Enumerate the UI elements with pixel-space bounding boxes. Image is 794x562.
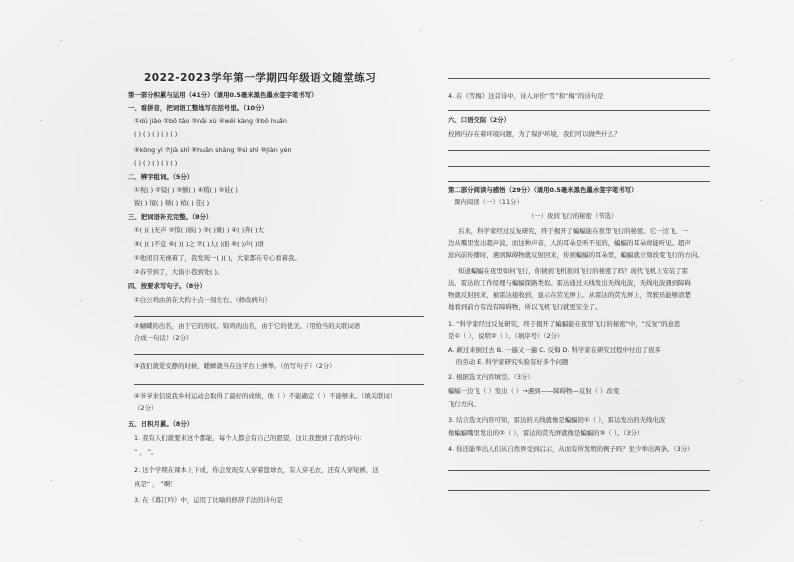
passage-line: 后来，科学家经过反复研究，终于揭开了蝙蝠能在夜里飞行的秘密。它一边飞，一 bbox=[458, 227, 689, 235]
q6-text: 校园内存在着环境问题，为了保护环境，我们可以做些什么？ bbox=[448, 130, 621, 138]
answer-line bbox=[448, 110, 710, 111]
answer-line bbox=[448, 166, 710, 167]
answer-line bbox=[134, 316, 424, 317]
part2-header: 第二部分阅读与感悟（29分）（请用0.5毫米黑色墨水签字笔书写） bbox=[448, 186, 638, 194]
answer-line bbox=[448, 490, 710, 491]
zuci-row-1: ①祝( ) ②镜( ) ③额( ) ④稍( ) ⑤娃( ) bbox=[134, 186, 238, 194]
answer-line bbox=[448, 181, 710, 182]
buchong-row-1: ①( )( )无声 ②惊( )骇( ) ③( )重( ) ④( )奔( )大 bbox=[134, 226, 264, 234]
left-column bbox=[128, 0, 424, 562]
pinyin-row-1: ①dú jiǎo ②bō tāo ③nǎi xù ④wěi kàng ⑤bō huǎn bbox=[134, 117, 287, 125]
passage-line: 知道蝙蝠在夜里如何飞行，你猜到飞机夜间飞行的秘密了吗？现代飞机上安装了雷 bbox=[458, 267, 689, 275]
answer-parens-row-1: ( ) ( ) ( ) ( ) ( ) bbox=[134, 130, 178, 138]
reading-q2-cont: 飞行方向。 bbox=[448, 400, 480, 408]
answer-line bbox=[448, 470, 710, 471]
reading-q3-cont: 像蝙蝠嘴里发出的②（ ），雷达的荧光屏就像是蝙蝠的③（ ）。（3分） bbox=[448, 429, 644, 437]
sentence-task-4: ④爷爷来信说我乡村运动会取得了最好的成绩，他（ ）不能确定（ ）不能够来。（填关联词） bbox=[134, 392, 397, 400]
passage-line: 物就反射回来，被雷达接收到，显示在荧光屏上。从雷达的荧光屏上，驾驶员能够清楚 bbox=[448, 291, 691, 299]
q3-header: 三、把词语补充完整。（8分） bbox=[128, 213, 213, 221]
q1-header: 一、看拼音，把词语工整地写在括号里。（10分） bbox=[128, 104, 268, 112]
recall-2-blanks: 真是“ ， ”啊！ bbox=[134, 480, 177, 488]
passage-line: 波向前传播时，遇到障碍物就反射回来，传到蝙蝠的耳朵里，蝙蝠就立刻改变飞行的方向。 bbox=[448, 251, 704, 259]
reading-q1: 1. “科学家经过反复研究，终于揭开了蝙蝠能在夜里飞行的秘密”中，“反复”的意思 bbox=[448, 320, 681, 328]
recall-3: 3. 在《暮江吟》中，运用了比喻的修辞手法的诗句是 bbox=[134, 496, 283, 504]
passage-line: 地看到前方有没有障碍物，所以飞机飞行就更安全了。 bbox=[448, 303, 602, 311]
passage-line: 达，雷达的工作原理与蝙蝠探路类似。雷达通过天线发出无线电波，无线电波遇到障碍 bbox=[448, 279, 691, 287]
q6-header: 六、口语交际（2分） bbox=[448, 116, 510, 124]
answer-line bbox=[134, 384, 424, 385]
sentence-task-4-cont: （2分） bbox=[134, 404, 158, 412]
reading-q1-options: A. 颠过来倒过去 B. 一遍又一遍 C. 反悔 D. 科学家在研究过程中付出了很多 bbox=[448, 346, 661, 354]
fill-sentence-1: ①他闭目无视着了，我发现一( )( )，大家都在专心看着我。 bbox=[134, 254, 301, 262]
passage-line: 边从嘴里发出超声波。而这种声音，人的耳朵是听不见的，蝙蝠的耳朵却能听见。超声 bbox=[448, 239, 691, 247]
part1-header: 第一部分积累与运用（41分）（请用0.5毫米黑色墨水签字笔书写） bbox=[128, 91, 318, 99]
passage-title: （一）夜间飞行的秘密（节选） bbox=[528, 212, 618, 220]
reading-q2-flow: 蝙蝠一边飞（ ）发出（ ）→遇到——障碍物—反射（ ）改变 bbox=[448, 387, 620, 395]
reading-q4: 4. 你还能举出人们从自然界受到启示，从而有所发明的例子吗？至少举出两条。（3分） bbox=[448, 445, 694, 453]
q4-header: 四、按要求写句子。（8分） bbox=[128, 282, 206, 290]
reading-q2: 2. 根据选文内容填空。（3分） bbox=[448, 373, 534, 381]
sentence-task-2-cont: 合成一句话）（2分） bbox=[134, 334, 193, 342]
fill-sentence-2: ②春节到了，大街小巷到处( )。 bbox=[134, 268, 224, 276]
zuci-row-2: 锐( ) 境( ) 颊( ) 梢( ) 佳( ) bbox=[134, 199, 210, 207]
recall-1: 1. 我有人们就要来这个都能，每个人都会有自己的愿望，这让我想到了我的诗句： bbox=[134, 434, 366, 442]
q5-header: 五、日积月累。（8分） bbox=[128, 420, 194, 428]
reading-q3: 3. 结合选文内容可知，雷达的天线就像是蝙蝠的①（ ），雷达发出的无线电波 bbox=[448, 416, 666, 424]
buchong-row-2: ⑤( )( )不息 ⑥( )( )之 ⑦( )人( )面 ⑧( )声( )语 bbox=[134, 240, 264, 248]
answer-parens-row-2: ( ) ( ) ( ) ( ) ( ) bbox=[134, 159, 178, 167]
right-column bbox=[448, 0, 716, 562]
recall-1-blanks: “ ， ”。 bbox=[134, 448, 158, 456]
answer-line bbox=[134, 354, 424, 355]
sentence-task-1: ①白公鸡由黄在大约十点一刻左右。（修改病句） bbox=[134, 296, 271, 304]
answer-line bbox=[448, 150, 710, 151]
sentence-task-2: ②蝴蝶的出名，由于它的形状。锦鸡的出名，由于它的优美。（用恰当的关联词语 bbox=[134, 322, 361, 330]
reading-header: 课内阅读（一）（11分） bbox=[454, 198, 523, 206]
page-title: 2022-2023学年第一学期四年级语文随堂练习 bbox=[144, 72, 377, 84]
reading-q1-options-cont: 的劳动 E. 科学家研究实验有好多个问题 bbox=[456, 358, 569, 366]
answer-line bbox=[448, 78, 710, 79]
q2-header: 二、辨字组词。（5分） bbox=[128, 173, 194, 181]
recall-2: 2. 这个学期在课本上下成，你会发现有人穿着篮球衣，有人穿毛衣，还有人穿短裤，这 bbox=[134, 466, 379, 474]
sentence-task-3: ③我们就爱安静的时候，蟋蟀就当在这平台上弹琴。（仿写句子）（2分） bbox=[134, 362, 336, 370]
pinyin-row-2: ⑥kòng yì ⑦jià shǐ ⑧huān shǎng ⑨sì shì ⑩jiàn yèn bbox=[134, 146, 292, 154]
recall-4: 4. 在《雪梅》这首诗中，诗人评价“雪”和“梅”的诗句是 bbox=[448, 92, 604, 100]
reading-q1-cont: 是①（ ），说明②（ ）。（填序号）（2分） bbox=[448, 332, 564, 340]
